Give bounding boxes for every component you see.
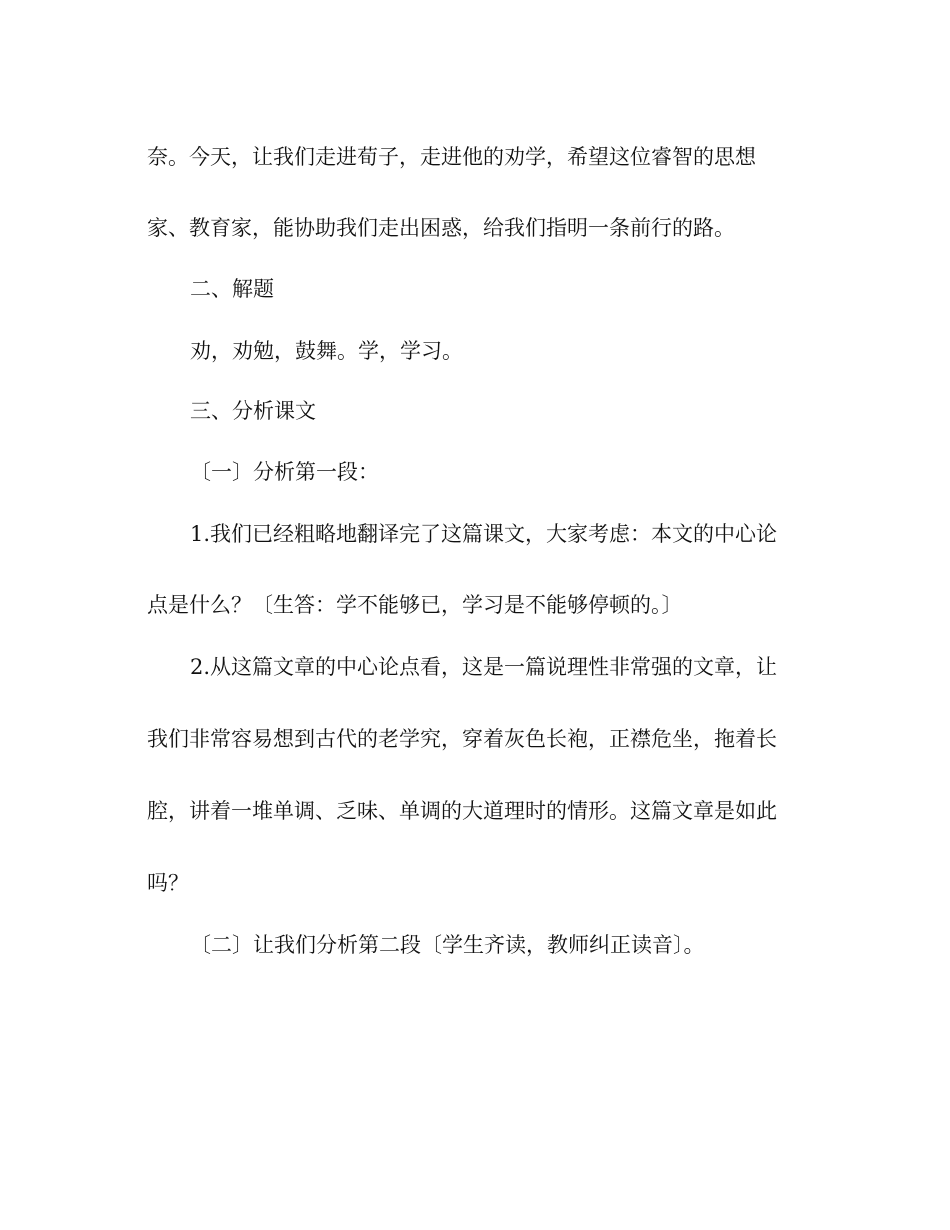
subsection-heading-part-two: 〔二〕让我们分析第二段〔学生齐读，教师纠正读音〕。 — [190, 933, 705, 957]
paragraph-line: 腔，讲着一堆单调、乏味、单调的大道理时的情形。这篇文章是如此 — [147, 799, 777, 823]
paragraph-line: 劝，劝勉，鼓舞。学，学习。 — [190, 339, 463, 363]
subsection-heading-part-one: 〔一〕分析第一段： — [190, 460, 379, 484]
paragraph-line: 点是什么？〔生答：学不能够已，学习是不能够停顿的。〕 — [147, 593, 683, 617]
paragraph-line: 家、教育家，能协助我们走出困惑，给我们指明一条前行的路。 — [147, 216, 735, 240]
paragraph-line: 我们非常容易想到古代的老学究，穿着灰色长袍，正襟危坐，拖着长 — [147, 727, 777, 751]
paragraph-line: 奈。今天，让我们走进荀子，走进他的劝学，希望这位睿智的思想 — [147, 145, 756, 169]
section-heading-jieti: 二、解题 — [190, 277, 274, 301]
question-item-2: 2.从这篇文章的中心论点看，这是一篇说理性非常强的文章，让 — [190, 655, 778, 679]
paragraph-line: 吗？ — [147, 871, 189, 895]
section-heading-analysis: 三、分析课文 — [190, 399, 316, 423]
question-item-1: 1.我们已经粗略地翻译完了这篇课文，大家考虑：本文的中心论 — [190, 522, 778, 546]
